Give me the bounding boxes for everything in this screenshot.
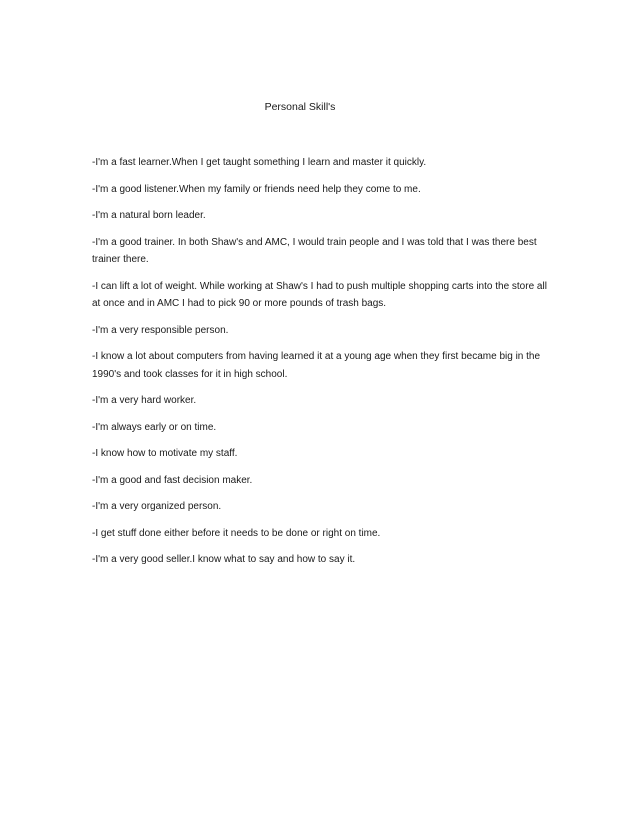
skill-item: -I'm a good trainer. In both Shaw's and AMC, I would train people and I was told that I was there best trainer there.	[92, 236, 537, 265]
skill-item: -I'm a very organized person.	[92, 501, 222, 512]
skill-item: -I'm a very hard worker.	[92, 395, 197, 406]
page-title	[0, 100, 600, 114]
skill-item: -I'm a natural born leader.	[92, 210, 206, 221]
skill-item: -I know how to motivate my staff.	[92, 448, 238, 459]
skill-item: -I'm a good and fast decision maker.	[92, 474, 253, 486]
page-title-text: Personal Skill's	[264, 101, 336, 113]
skill-item: -I'm a very responsible person.	[92, 324, 229, 336]
skill-item: -I'm a fast learner.When I get taught something I learn and master it quickly.	[92, 157, 427, 168]
skill-item: -I get stuff done either before it needs to be done or right on time.	[92, 527, 381, 539]
skill-item: -I'm a good listener.When my family or friends need help they come to me.	[92, 183, 421, 195]
skill-item: -I'm always early or on time.	[92, 421, 217, 433]
skills-list	[92, 154, 552, 578]
skill-item: -I know a lot about computers from having learned it at a young age when they first became big in the 1990's and took classes for it in high school.	[92, 351, 541, 380]
skill-item: -I can lift a lot of weight. While working at Shaw's I had to push multiple shopping carts into the store all at once and in AMC I had to pick 90 or more pounds of trash bags.	[92, 280, 547, 309]
skill-item: -I'm a very good seller.I know what to say and how to say it.	[92, 554, 356, 565]
